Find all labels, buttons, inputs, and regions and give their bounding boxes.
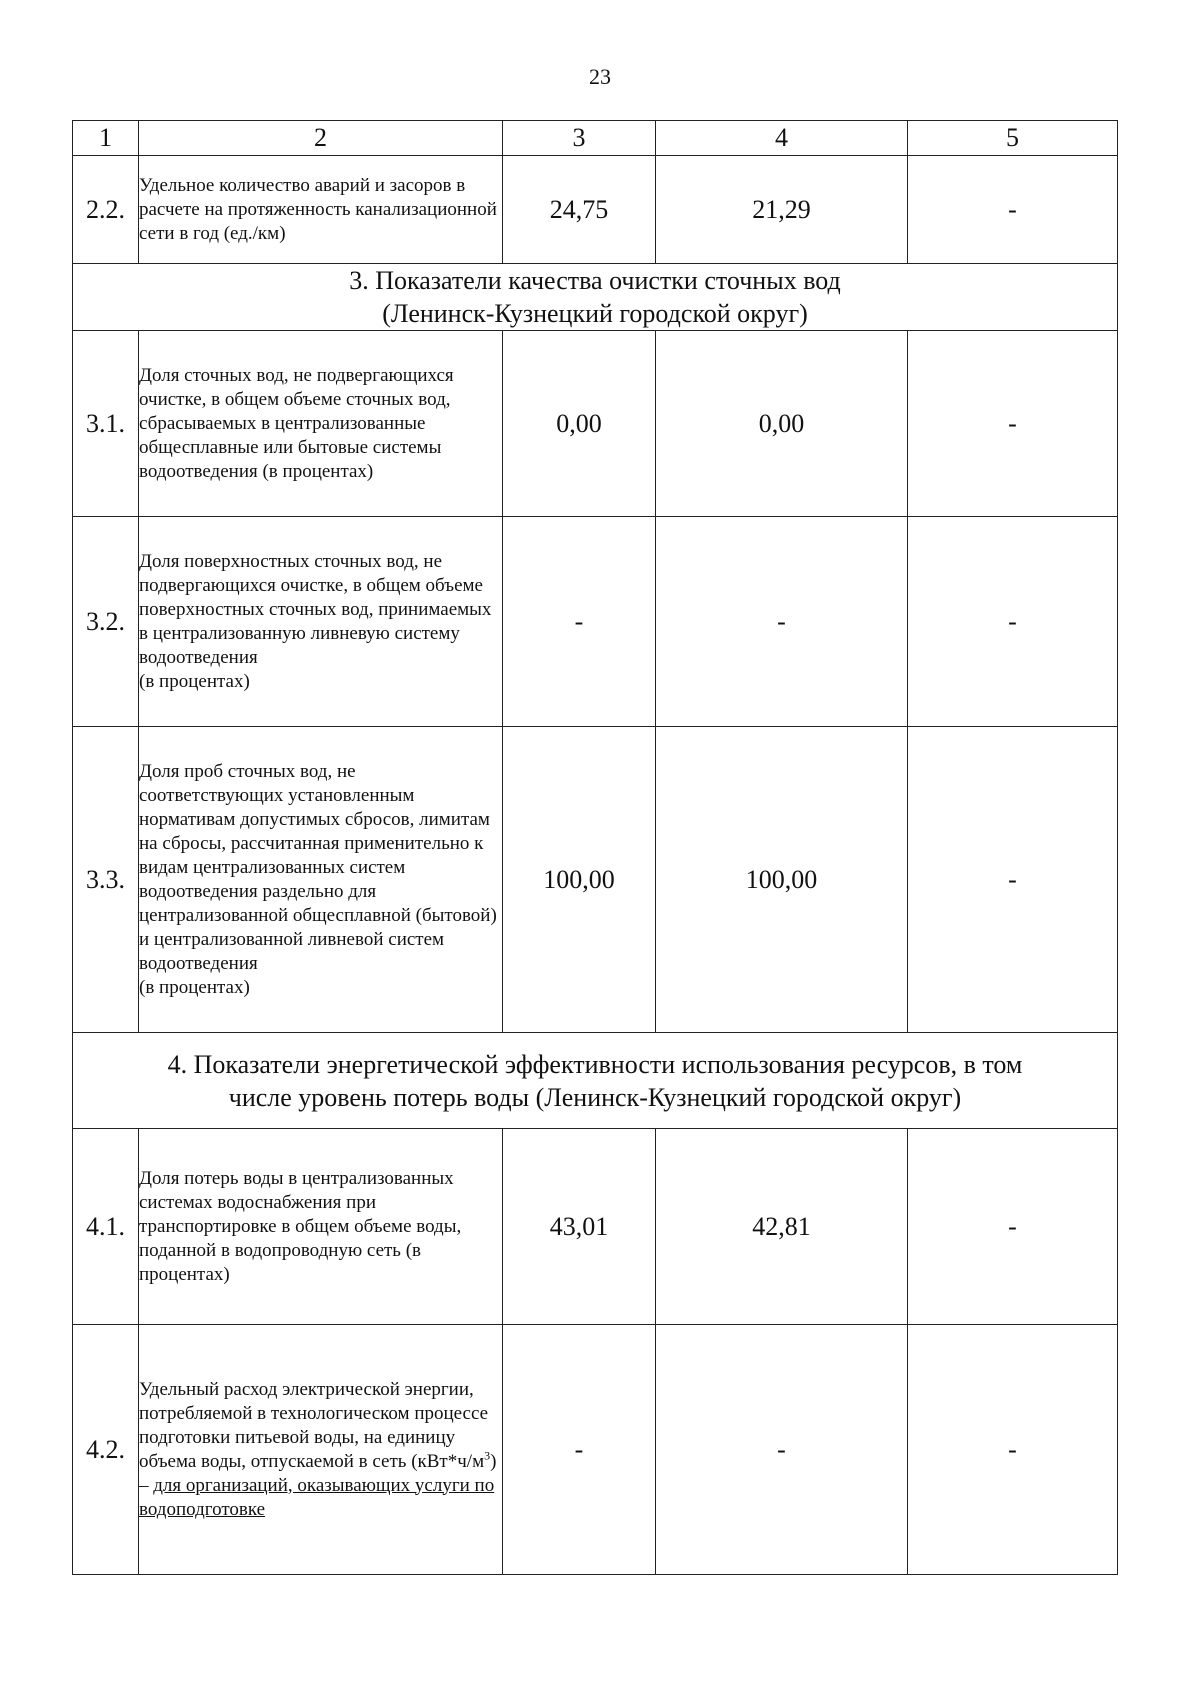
row-description: Удельное количество аварий и засоров в расчете на протяженность канализационной сети в год (ед./км) <box>139 156 503 264</box>
value-col-4: - <box>656 517 908 727</box>
value-col-5: - <box>908 156 1118 264</box>
indicators-table <box>72 120 1118 1575</box>
row-description: Доля потерь воды в централизованных системах водоснабжения при транспортировке в общем объеме воды, поданной в водопроводную сеть (в процентах) <box>139 1129 503 1325</box>
table-row-4-2 <box>73 1325 1118 1575</box>
row-description-dash: ) – <box>139 1450 497 1496</box>
value-col-4: 100,00 <box>656 727 908 1033</box>
unit-superscript: 3 <box>484 1448 491 1463</box>
value-col-3: - <box>503 1325 656 1575</box>
value-col-3: 43,01 <box>503 1129 656 1325</box>
row-number: 4.2. <box>73 1325 139 1575</box>
row-description <box>139 727 503 1033</box>
value-col-3: - <box>503 517 656 727</box>
value-col-5: - <box>908 727 1118 1033</box>
section-3-line-2: (Ленинск-Кузнецкий городской округ) <box>382 299 808 328</box>
row-description <box>139 517 503 727</box>
section-4-heading <box>73 1033 1118 1129</box>
section-3-row <box>73 264 1118 331</box>
row-number: 3.1. <box>73 331 139 517</box>
value-col-5: - <box>908 517 1118 727</box>
value-col-3: 100,00 <box>503 727 656 1033</box>
value-col-4: - <box>656 1325 908 1575</box>
value-col-3: 0,00 <box>503 331 656 517</box>
row-description-underlined: для организаций, оказывающих услуги по водоподготовке <box>139 1474 495 1520</box>
row-description-unit: (в процентах) <box>139 976 250 998</box>
row-number: 3.2. <box>73 517 139 727</box>
table-row-2-2 <box>73 156 1118 264</box>
value-col-4: 42,81 <box>656 1129 908 1325</box>
row-description-text: Удельный расход электрической энергии, потребляемой в технологическом процессе подготовки питьевой воды, на единицу объема воды, отпускаемой в сеть (кВт*ч/м <box>139 1378 489 1472</box>
row-description-text: Доля проб сточных вод, не соответствующих установленным нормативам допустимых сбросов, лимитам на сбросы, рассчитанная применительно к видам централизованных систем водоотведения раздельно для централизованной общесплавной (бытовой) и централизованной ливневой систем водоотведения <box>139 760 497 974</box>
row-description-unit: (в процентах) <box>139 670 250 692</box>
row-number: 2.2. <box>73 156 139 264</box>
table-row-3-2 <box>73 517 1118 727</box>
row-number: 3.3. <box>73 727 139 1033</box>
table-row-3-1 <box>73 331 1118 517</box>
value-col-5: - <box>908 1325 1118 1575</box>
header-col-1: 1 <box>73 121 139 156</box>
header-col-4: 4 <box>656 121 908 156</box>
section-3-line-1: 3. Показатели качества очистки сточных вод <box>349 266 841 295</box>
value-col-4: 21,29 <box>656 156 908 264</box>
header-col-3: 3 <box>503 121 656 156</box>
header-row <box>73 121 1118 156</box>
page-number: 23 <box>589 64 611 89</box>
table-row-4-1 <box>73 1129 1118 1325</box>
header-col-2: 2 <box>139 121 503 156</box>
row-description: Доля сточных вод, не подвергающихся очистке, в общем объеме сточных вод, сбрасываемых в централизованные общесплавные или бытовые системы водоотведения (в процентах) <box>139 331 503 517</box>
value-col-5: - <box>908 1129 1118 1325</box>
section-4-row <box>73 1033 1118 1129</box>
value-col-3: 24,75 <box>503 156 656 264</box>
section-3-heading <box>73 264 1118 331</box>
table-row-3-3 <box>73 727 1118 1033</box>
row-number: 4.1. <box>73 1129 139 1325</box>
value-col-5: - <box>908 331 1118 517</box>
header-col-5: 5 <box>908 121 1118 156</box>
section-4-line-1: 4. Показатели энергетической эффективности использования ресурсов, в том <box>167 1049 1023 1079</box>
row-description-text: Доля поверхностных сточных вод, не подвергающихся очистке, в общем объеме поверхностных сточных вод, принимаемых в централизованную ливневую систему водоотведения <box>139 550 492 668</box>
section-4-line-2: числе уровень потерь воды (Ленинск-Кузнецкий городской округ) <box>228 1082 962 1112</box>
value-col-4: 0,00 <box>656 331 908 517</box>
row-description <box>139 1325 503 1575</box>
